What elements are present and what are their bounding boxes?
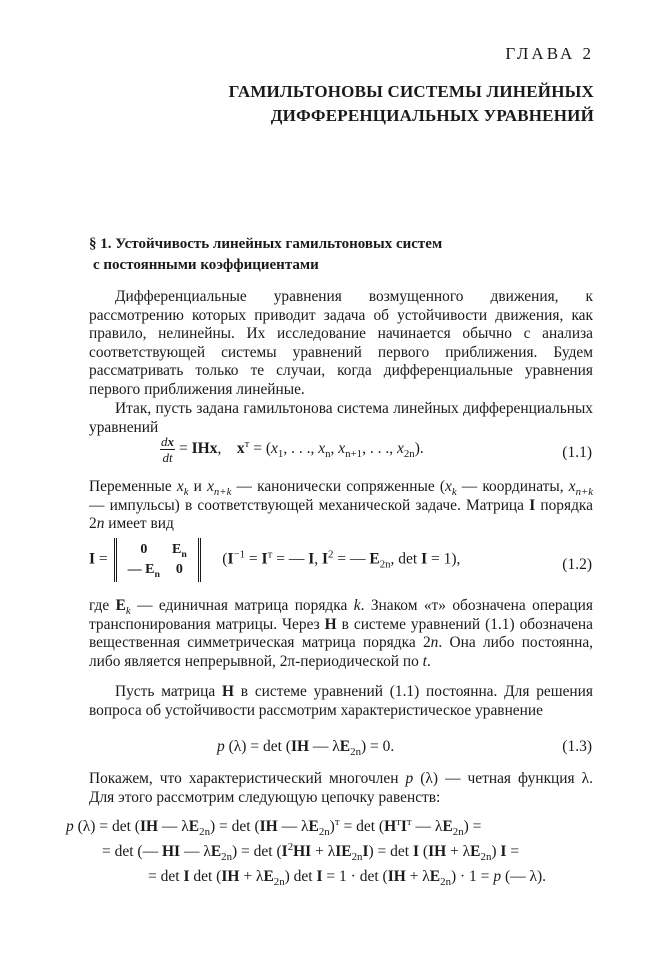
- equation-chain-line-2: = det (— HI — $\lambda E_{2n}) = \det (I^2HI + \lambda IE_{2n}I) = \det I$ $(IH + \lambda E_{2n})$ I =: [102, 840, 520, 864]
- section-title-line-1: § 1. Устойчивость линейных гамильтоновых систем: [89, 236, 443, 252]
- section-title-line-2: с постоянными коэффициентами: [93, 257, 319, 273]
- equation-number-1-1: (1.1): [562, 444, 592, 461]
- chapter-title: [229, 80, 594, 128]
- chapter-title-line-2: ДИФФЕРЕНЦИАЛЬНЫХ УРАВНЕНИЙ: [270, 106, 594, 125]
- chapter-title-line-1: ГАМИЛЬТОНОВЫ СИСТЕМЫ ЛИНЕЙНЫХ: [228, 82, 594, 101]
- paragraph-intro: Дифференциальные уравнения возмущенного движения, к рассмотрению которых приводит задача об устойчивости движения, как правило, нелинейны. Их исследование начинается обычно с анализа соответствующей системы уравнений первого приближения. Будем рассматривать только те случаи, когда дифференциальные уравнения первого приближения линейные.: [89, 288, 593, 398]
- fraction-dx-dt: $\frac{dx}{dt}$: [161, 434, 174, 465]
- chapter-label: ГЛАВА 2: [505, 44, 594, 63]
- matrix-I: 0 $E_n$ — $E_n$ 0: [114, 538, 201, 582]
- equation-1-3: p (λ) = det (IH — $\lambda E_{2n}) = 0$.: [217, 738, 395, 759]
- equation-number-1-2: (1.2): [562, 556, 592, 573]
- equation-number-1-3: (1.3): [562, 738, 592, 755]
- paragraph-even-function: Покажем, что характеристический многочлен p (λ) — четная функция λ. Для этого рассмотрим следующую цепочку равенств:: [89, 770, 593, 806]
- equation-chain-line-3: = det I $\det (IH + \lambda E_{2n})$ $\det I = 1 \cdot \det (IH + \lambda E_{2n}) \cdot 1 = p$ (— λ).: [148, 868, 547, 889]
- equation-1-1: $\frac{dx}{dt}$ = IHx, $x^т = (x_1$, . . ., $x_n$, $x_{n+1}$, . . ., $x_{2n}$).: [161, 434, 424, 465]
- equation-chain-line-1: p (λ) = det (IH — $\lambda E_{2n}) = \det (IH$ — $\lambda E_{2n})^т = \det (H^тI^т$ — $\lambda E_{2n}$) =: [66, 815, 482, 839]
- paragraph-constant-H: Пусть матрица H в системе уравнений (1.1) постоянна. Для решения вопроса об устойчивости рассмотрим характеристическое уравнение: [89, 683, 593, 719]
- equation-1-2: I = 0 $E_n$ — $E_n$ 0 ($I^{-1} = I^т$ = — I, $I^2$ = — $E_{2n}$, det I = 1),: [89, 538, 460, 582]
- paragraph-system: Итак, пусть задана гамильтонова система линейных дифференциальных уравнений: [89, 400, 593, 436]
- paragraph-definitions: где $E_k$ — единичная матрица порядка k. Знаком «т» обозначена операция транспонирования матрицы. Через H в системе уравнений (1.1) обозначена вещественная симметрическая матрица порядка 2n. Она либо постоянна, либо является непрерывной, 2π-периодической по t.: [89, 597, 594, 670]
- section-title: [89, 234, 442, 276]
- paragraph-variables: Переменные $x_k$ и $x_{n+k}$ — канонически сопряженные ($x_k$ — координаты, $x_{n+k}$ — импульсы) в соответствующей механической задаче. Матрица I порядка 2n имеет вид: [89, 478, 593, 533]
